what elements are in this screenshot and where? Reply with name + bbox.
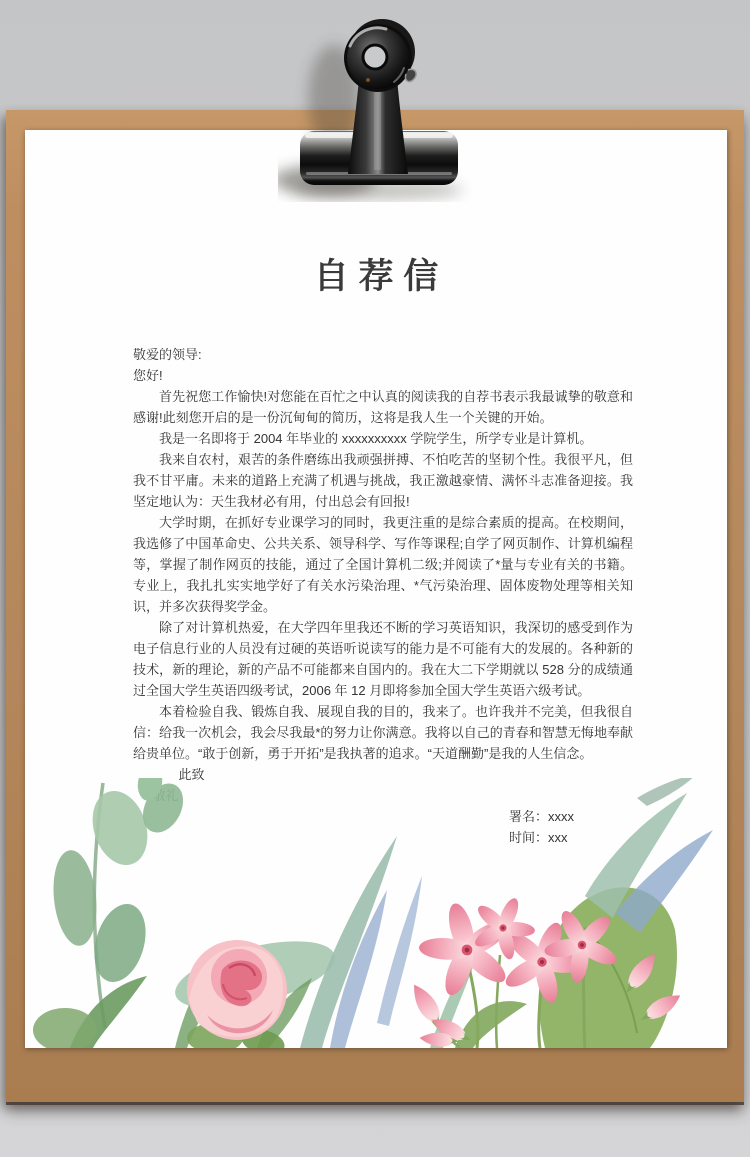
letter-body [133,344,633,848]
letter-paper [25,130,727,1048]
letter-title: 自 荐 信 [313,257,439,296]
watercolor-flowers-art [25,778,727,1048]
letter-paragraph: 首先祝您工作愉快!对您能在百忙之中认真的阅读我的自荐书表示我最诚挚的敬意和感谢!此刻您开启的是一份沉甸甸的简历，这将是我人生一个关键的开始。 [133,389,633,425]
left-leaf-branch [33,778,341,1048]
binder-clip [278,2,478,202]
letter-closing-cizhi: 此致 [178,767,205,782]
date-line: 时间：xxx [509,830,568,845]
clip-ring [344,19,416,92]
letter-greeting: 您好! [133,368,163,383]
letter-paragraph: 我来自农村，艰苦的条件磨练出我顽强拼搏、不怕吃苦的坚韧个性。我很平凡，但我不甘平庸。未来的道路上充满了机遇与挑战，我正激越豪情、满怀斗志准备迎接。我坚定地认为：天生我材必有用，付出总会有回报! [133,452,633,509]
watercolor-flowers [25,778,727,1048]
letter-paragraph: 大学时期，在抓好专业课学习的同时，我更注重的是综合素质的提高。在校期间，我选修了中国革命史、公共关系、领导科学、写作等课程;自学了网页制作、计算机编程等，掌握了制作网页的技能，通过了全国计算机二级;并阅读了*量与专业有关的书籍。专业上，我扎扎实实地学好了有关水污染治理、*气污染治理、固体废物处理等相关知识，并多次获得奖学金。 [133,515,633,614]
letter-paragraph: 本着检验自我、锻炼自我、展现自我的目的，我来了。也许我并不完美，但我很自信：给我一次机会，我会尽我最*的努力让你满意。我将以自己的青春和智慧无悔地奉献给贵单位。“敢于创新，勇于开拓”是我执著的追求。“天道酬勤”是我的人生信念。 [133,704,633,761]
letter-paragraph: 我是一名即将于 2004 年毕业的 xxxxxxxxxx 学院学生，所学专业是计算机。 [159,431,593,446]
letter-paragraph: 除了对计算机热爱，在大学四年里我还不断的学习英语知识，我深切的感受到作为电子信息行业的人员没有过硬的英语听说读写的能力是不可能有大的发展的。各种新的技术，新的理论，新的产品不可能都来自国内的。我在大二下学期就以 528 分的成绩通过全国大学生英语四级考试，2006 年 12 月即将参加全国大学生英语六级考试。 [133,620,633,698]
signature-line: 署名：xxxx [509,809,575,824]
letter-salutation: 敬爱的领导: [133,347,202,362]
